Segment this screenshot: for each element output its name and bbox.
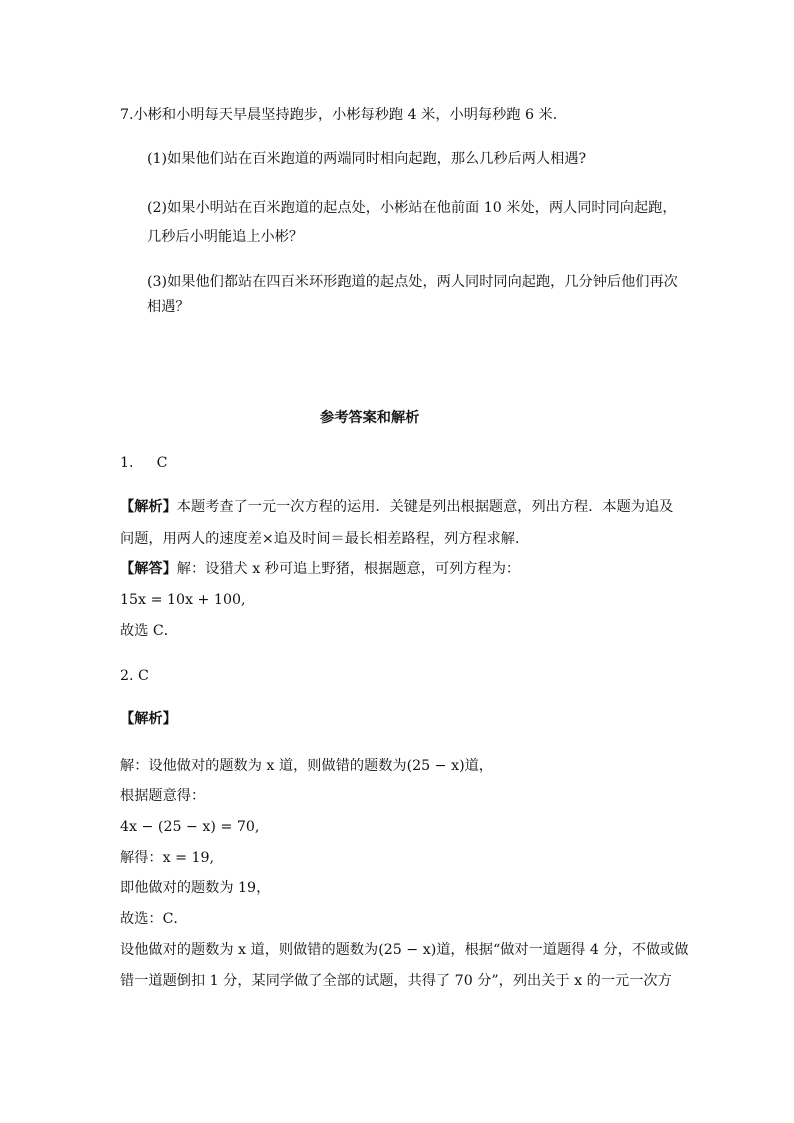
- answer2-line5: 即他做对的题数为 19，: [120, 880, 271, 896]
- question7-part2-line1: (2)如果小明站在百米跑道的起点处，小彬站在他前面 10 米处，两人同时同向起跑，: [147, 200, 677, 216]
- answer2-line4: 解得：x = 19,: [120, 850, 215, 866]
- answer1-analysis-line1: [120, 497, 673, 517]
- answer1-solution-tag: 【解答】: [120, 561, 177, 577]
- answer1-analysis-line2: 问题，用两人的速度差×追及时间＝最长相差路程，列方程求解．: [120, 531, 530, 547]
- answer1-number: 1.: [120, 455, 134, 471]
- question7-part3-line1: (3)如果他们都站在四百米环形跑道的起点处，两人同时同向起跑，几分钟后他们再次: [147, 274, 678, 290]
- answer1-header: [120, 453, 167, 473]
- answer1-solution-text1: 解：设猎犬 x 秒可追上野猪，根据题意，可列方程为：: [176, 561, 521, 577]
- answer1-equation: 15x = 10x + 100,: [120, 592, 246, 608]
- answers-heading: 参考答案和解析: [320, 410, 420, 426]
- answer2-analysis-tag: 【解析】: [120, 711, 177, 727]
- answer1-analysis-text1: 本题考查了一元一次方程的运用．关键是列出根据题意，列出方程．本题为追及: [176, 499, 674, 515]
- question7-stem: 7.小彬和小明每天早晨坚持跑步，小彬每秒跑 4 米，小明每秒跑 6 米．: [120, 107, 567, 123]
- answer2-header: 2. C: [120, 668, 149, 684]
- answer2-line2: 根据题意得：: [120, 788, 206, 804]
- question7-part3-line2: 相遇？: [147, 299, 190, 315]
- answer2-line1: 解：设他做对的题数为 x 道，则做错的题数为(25 − x)道，: [120, 758, 493, 774]
- answer1-solution-line1: [120, 559, 520, 579]
- answer2-line8: 错一道题倒扣 1 分，某同学做了全部的试题，共得了 70 分”，列出关于 x 的一元一次方: [120, 973, 672, 989]
- answer1-conclusion: 故选 C．: [120, 623, 178, 639]
- answer2-line6: 故选：C．: [120, 911, 188, 927]
- question7-part1: (1)如果他们站在百米跑道的两端同时相向起跑，那么几秒后两人相遇?: [147, 151, 587, 167]
- answer2-line3: 4x − (25 − x) = 70,: [120, 819, 260, 835]
- answer1-analysis-tag: 【解析】: [120, 499, 177, 515]
- answer2-line7: 设他做对的题数为 x 道，则做错的题数为(25 − x)道，根据“做对一道题得 4 分，不做或做: [120, 942, 689, 958]
- answer1-choice: C: [156, 455, 168, 471]
- question7-part2-line2: 几秒后小明能追上小彬？: [147, 229, 304, 245]
